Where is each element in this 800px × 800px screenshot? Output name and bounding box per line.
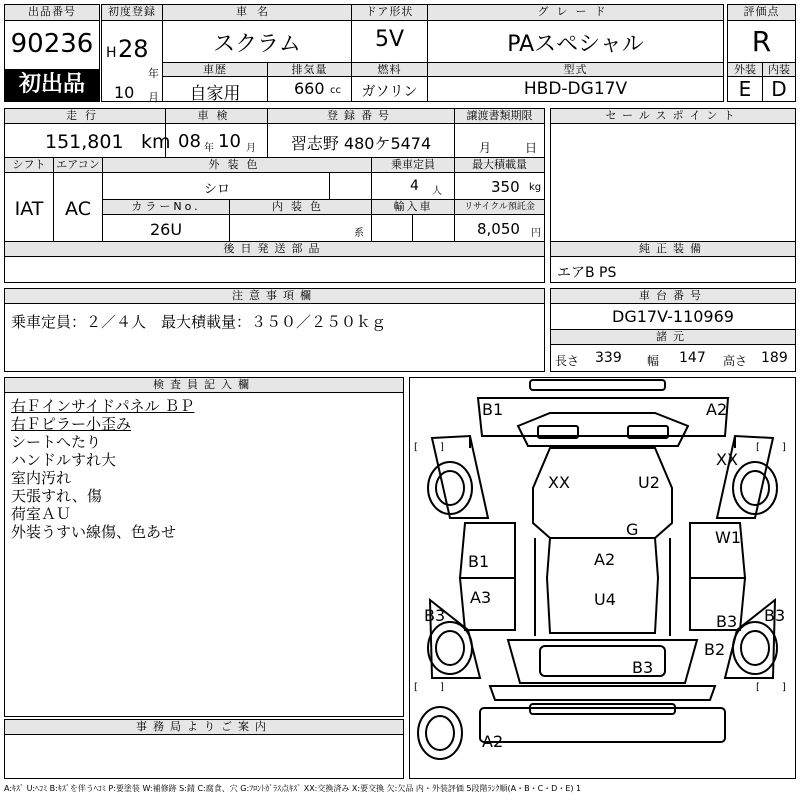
interior-grade: D — [771, 77, 787, 101]
reg-month: 10 — [114, 83, 135, 102]
displacement: 660 — [294, 79, 325, 98]
ac-box — [53, 157, 103, 242]
capacity-box — [371, 157, 455, 200]
model-box — [427, 62, 724, 102]
model-label: 型式 — [428, 63, 723, 77]
max-load: 350 — [491, 178, 520, 196]
fuel-label: 燃料 — [352, 63, 427, 77]
chassis-number: DG17V-110969 — [612, 307, 734, 326]
inspection-label: 車検 — [166, 109, 267, 124]
first-registration-box — [101, 4, 163, 102]
interior-label: 内装 — [763, 63, 795, 77]
sales-point-box — [550, 108, 796, 242]
caution-box — [4, 288, 545, 372]
ext-color-label: 外装色 — [103, 158, 371, 173]
max-load-box — [454, 157, 545, 200]
car-name: スクラム — [213, 32, 301, 57]
displacement-label: 排気量 — [268, 63, 351, 77]
ext-color: シロ — [203, 182, 230, 197]
inspection-month: 10 — [218, 131, 241, 152]
inspector-note: 室内汚れ — [11, 469, 72, 487]
inspector-note: 右Ｆピラー小歪み — [11, 415, 132, 433]
damage-mark: B2 — [704, 640, 726, 659]
bracket-mark: ] — [782, 682, 786, 693]
score-box — [727, 4, 796, 63]
inspection-box — [165, 108, 268, 158]
width: 147 — [679, 350, 706, 366]
capacity-unit: 人 — [432, 186, 442, 197]
plate-box — [267, 108, 455, 158]
door-box — [351, 4, 428, 63]
damage-mark: XX — [716, 450, 738, 469]
bracket-mark: [ — [756, 682, 760, 693]
reg-year: 28 — [118, 35, 149, 63]
bracket-mark: [ — [756, 442, 760, 453]
caution-text: 乗車定員：２／４人 最大積載量：３５０／２５０ｋｇ — [11, 313, 387, 331]
inspector-note: ハンドルすれ大 — [11, 451, 117, 469]
recycle-label: リサイクル預託金 — [455, 200, 544, 215]
damage-mark: B1 — [482, 400, 504, 419]
genuine-equipment: エアB PS — [557, 265, 617, 281]
first-reg-label: 初度登録 — [102, 5, 162, 21]
length: 339 — [595, 350, 622, 366]
history-label: 車歴 — [163, 63, 267, 77]
plate-number: 習志野 480ケ5474 — [290, 134, 432, 153]
mileage: 151,801 — [45, 131, 124, 153]
lot-number: 90236 — [10, 29, 94, 59]
damage-mark: B3 — [632, 658, 654, 677]
shift-box — [4, 157, 54, 242]
capacity: 4 — [410, 178, 419, 194]
inspection-year: 08 — [178, 131, 201, 152]
exterior-label: 外装 — [728, 63, 762, 77]
mileage-label: 走行 — [5, 109, 165, 124]
first-listing-badge: 初出品 — [5, 69, 99, 101]
caution-label: 注意事項欄 — [5, 289, 544, 304]
fuel-box — [351, 62, 428, 102]
import-divider — [412, 215, 413, 242]
displacement-unit: cc — [330, 85, 341, 96]
bracket-mark: ] — [440, 682, 444, 693]
score: R — [751, 25, 772, 58]
car-diagram-box — [409, 377, 796, 779]
grade-box — [427, 4, 724, 63]
plate-label: 登録番号 — [268, 109, 454, 124]
history: 自家用 — [189, 84, 241, 104]
capacity-label: 乗車定員 — [372, 158, 454, 173]
damage-mark: XX — [548, 473, 570, 492]
inspector-note: 荷室ＡＵ — [11, 505, 72, 523]
car-diagram — [410, 378, 795, 778]
score-label: 評価点 — [728, 5, 795, 21]
damage-mark: B1 — [468, 552, 490, 571]
genuine-box — [550, 241, 796, 283]
ac-label: エアコン — [54, 158, 102, 173]
sales-point-label: セールスポイント — [551, 109, 795, 124]
int-color-box — [229, 199, 372, 242]
door-type: 5V — [374, 27, 405, 52]
bracket-mark: [ — [414, 442, 418, 453]
fuel: ガソリン — [361, 84, 418, 100]
damage-mark: G — [626, 520, 639, 539]
year-unit: 年 — [148, 67, 159, 80]
grade: PAスペシャル — [507, 32, 644, 57]
ac: AC — [65, 198, 91, 220]
exterior-grade: E — [738, 77, 752, 101]
recycle-box — [454, 199, 545, 242]
int-color-label: 内装色 — [230, 200, 371, 215]
import-label: 輸入車 — [372, 200, 454, 215]
color-no-box — [102, 199, 230, 242]
color-no: 26U — [149, 220, 183, 239]
damage-mark: A2 — [706, 400, 728, 419]
int-color-unit: 系 — [354, 228, 364, 239]
history-box — [162, 62, 268, 102]
ext-color-box — [102, 157, 372, 200]
damage-mark: U4 — [594, 590, 616, 609]
bracket-mark: [ — [414, 682, 418, 693]
ext-color-divider — [329, 173, 330, 200]
bracket-mark: ] — [440, 442, 444, 453]
model-code: HBD-DG17V — [523, 79, 628, 99]
max-load-label: 最大積載量 — [455, 158, 544, 173]
inspector-note: 右Ｆインサイドパネル ＢＰ — [11, 397, 195, 415]
inspection-year-unit: 年 — [204, 143, 214, 154]
length-label: 長さ — [555, 354, 580, 368]
later-parts-label: 後日発送部品 — [5, 242, 544, 257]
inspector-note: 天張すれ、傷 — [11, 487, 102, 505]
height: 189 — [761, 350, 788, 366]
bracket-mark: ] — [782, 442, 786, 453]
transfer-label: 譲渡書類期限 — [455, 109, 544, 124]
shift-label: シフト — [5, 158, 53, 173]
mileage-unit: km — [141, 131, 171, 153]
max-load-unit: kg — [529, 182, 542, 193]
legend: A:ｷｽﾞ U:ﾍｺﾐ B:ｷｽﾞを伴うﾍｺﾐ P:要塗装 W:補修跡 S:錆 C:腐食、穴 G:ﾌﾛﾝﾄｶﾞﾗｽ点ｷｽﾞ XX:交換済み X:要交換 欠:欠品 内・外装評価 5段階ﾗﾝｸ順(A・B・C・D・E) 1 — [4, 784, 582, 793]
lot-box — [4, 4, 100, 102]
dims-box — [550, 329, 796, 372]
damage-mark: B3 — [424, 606, 446, 625]
lot-label: 出品番号 — [5, 5, 99, 21]
mileage-box — [4, 108, 171, 158]
chassis-label: 車台番号 — [551, 289, 795, 304]
recycle-unit: 円 — [531, 228, 541, 239]
month-unit: 月 — [148, 91, 159, 104]
damage-mark: W1 — [715, 528, 741, 547]
transfer-month: 月 — [479, 141, 492, 155]
era: H — [106, 45, 117, 61]
damage-mark: B3 — [764, 606, 786, 625]
damage-mark: U2 — [638, 473, 660, 492]
chassis-box — [550, 288, 796, 330]
displacement-box — [267, 62, 352, 102]
dims-label: 諸元 — [551, 330, 795, 345]
door-label: ドア形状 — [352, 5, 427, 21]
inspection-month-unit: 月 — [246, 143, 256, 154]
inspector-note: シートへたり — [11, 433, 102, 451]
damage-mark: A3 — [470, 588, 492, 607]
later-parts-box — [4, 241, 545, 283]
exterior-box — [727, 62, 763, 102]
car-name-label: 車名 — [163, 5, 351, 21]
damage-mark: A2 — [594, 550, 616, 569]
shift: IAT — [14, 198, 44, 220]
genuine-label: 純正装備 — [551, 242, 795, 257]
import-box — [371, 199, 455, 242]
inspector-note: 外装うすい線傷、色あせ — [11, 523, 177, 541]
damage-mark: A2 — [482, 732, 504, 751]
car-name-box — [162, 4, 352, 63]
inspector-notes-list — [11, 397, 194, 541]
color-no-label: カラーNo. — [103, 200, 229, 215]
interior-box — [762, 62, 796, 102]
office-box — [4, 719, 404, 779]
transfer-box — [454, 108, 545, 158]
grade-label: グレード — [428, 5, 723, 21]
recycle: 8,050 — [477, 220, 520, 238]
damage-mark: B3 — [716, 612, 738, 631]
office-label: 事務局よりご案内 — [5, 720, 403, 735]
inspector-label: 検査員記入欄 — [5, 378, 403, 393]
inspector-box — [4, 377, 404, 717]
width-label: 幅 — [647, 354, 660, 368]
transfer-day: 日 — [525, 141, 538, 155]
height-label: 高さ — [723, 354, 748, 368]
